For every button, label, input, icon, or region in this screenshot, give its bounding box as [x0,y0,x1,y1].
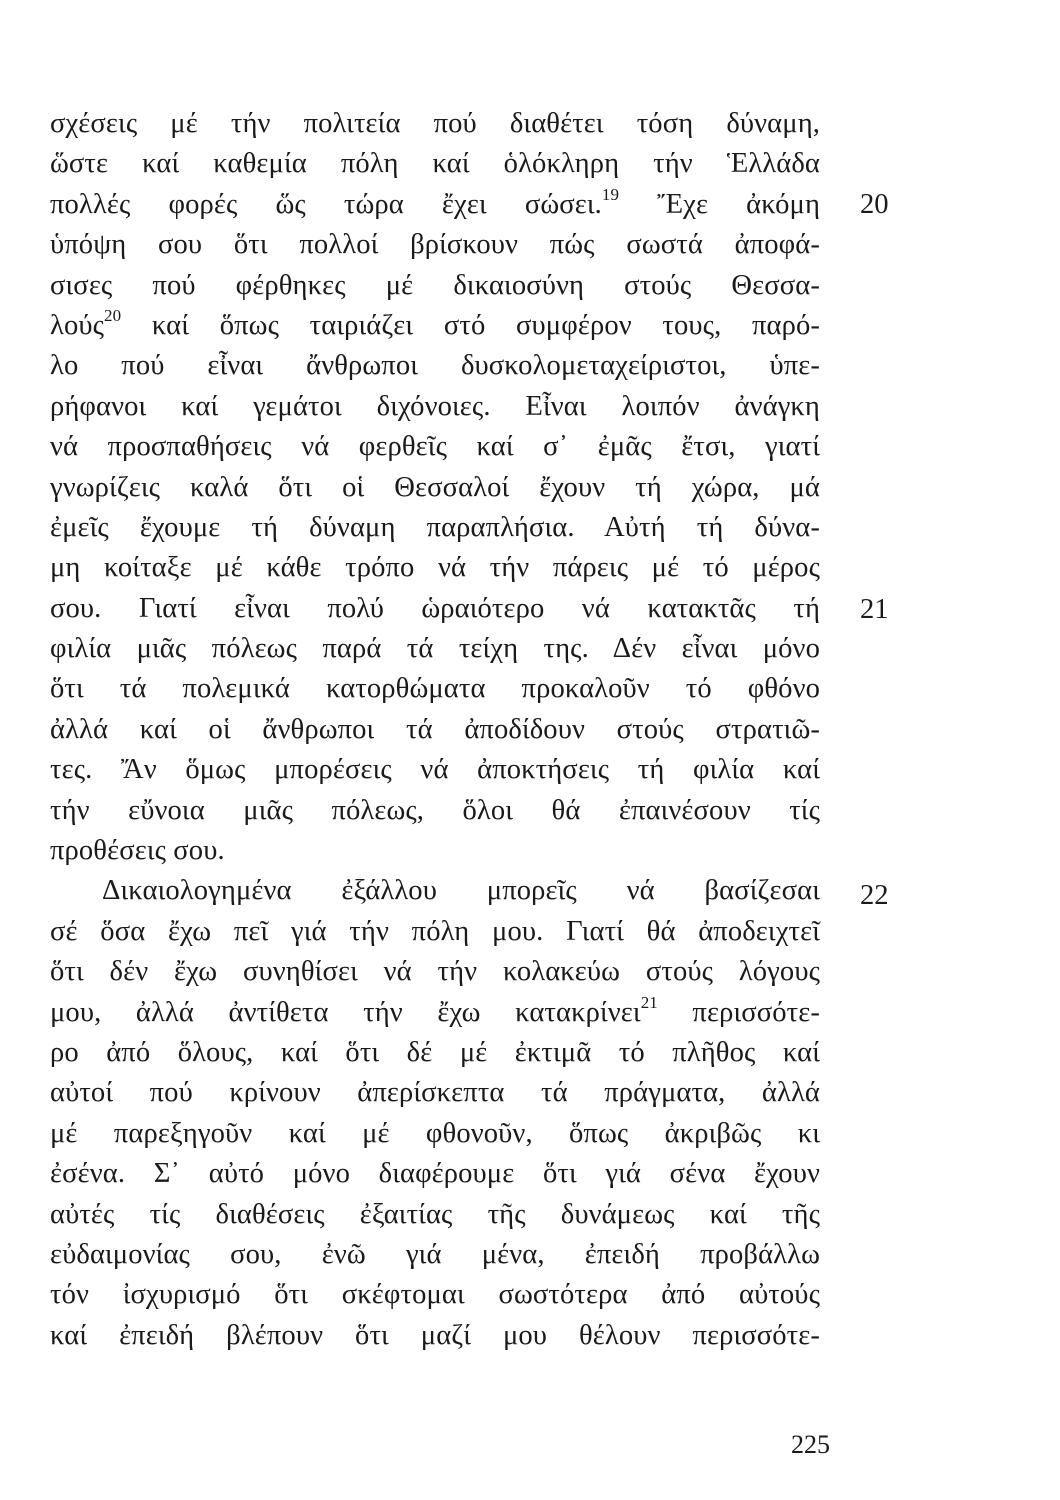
footnote-marker-20: 20 [104,306,122,326]
margin-section-number-21: 21 [860,594,889,625]
text-line-30: τόν ἰσχυρισμό ὅτι σκέφτομαι σωστότερα ἀπό αὐτούς [50,1279,820,1311]
text-line-7: λο πού εἶναι ἄνθρωποι δυσκολομεταχείριστοι, ὑπε- [50,350,820,382]
text-line-10: γνωρίζεις καλά ὅτι οἱ Θεσσαλοί ἔχουν τή χώρα, μά [50,471,820,503]
text-line-9: νά προσπαθήσεις νά φερθεῖς καί σ᾿ ἐμᾶς ἔτσι, γιατί [50,431,820,463]
text-line-26: μέ παρεξηγοῦν καί μέ φθονοῦν, ὅπως ἀκριβῶς κι [50,1117,820,1149]
text-line-2: ὥστε καί καθεμία πόλη καί ὁλόκληρη τήν Ἑλλάδα [50,148,820,180]
text-line-29: εὐδαιμονίας σου, ἐνῶ γιά μένα, ἐπειδή προβάλλω [50,1238,820,1270]
text-line-5: σισες πού φέρθηκες μέ δικαιοσύνη στούς Θεσσα- [50,269,820,301]
text-line-13: σου. Γιατί εἶναι πολύ ὡραιότερο νά κατακτᾶς τή [50,592,820,624]
text-line-8: ρήφανοι καί γεμάτοι διχόνοιες. Εἶναι λοιπόν ἀνάγκη [50,390,820,422]
text-line-28: αὐτές τίς διαθέσεις ἐξαιτίας τῆς δυνάμεως καί τῆς [50,1198,820,1230]
text-line-25: αὐτοί πού κρίνουν ἀπερίσκεπτα τά πράγματα, ἀλλά [50,1077,820,1109]
text-line-12: μη κοίταξε μέ κάθε τρόπο νά τήν πάρεις μέ τό μέρος [50,552,820,584]
text-line-21: σέ ὅσα ἔχω πεῖ γιά τήν πόλη μου. Γιατί θά ἀποδειχτεῖ [50,915,820,947]
text-line-17: τες. Ἄν ὅμως μπορέσεις νά ἀποκτήσεις τή φιλία καί [50,754,820,786]
page-number: 225 [791,1430,830,1459]
footnote-marker-21: 21 [640,993,658,1013]
margin-section-number-20: 20 [860,189,889,220]
body-text [50,104,820,1356]
text-line-14: φιλία μιᾶς πόλεως παρά τά τείχη της. Δέν εἶναι μόνο [50,633,820,665]
text-line-23: μου, ἀλλά ἀντίθετα τήν ἔχω κατακρίνει$^{21}$ περισσότε- [50,993,820,1028]
footnote-marker-19: 19 [601,185,620,205]
text-line-6: λούς$^{20}$ καί ὅπως ταιριάζει στό συμφέρον τους, παρό- [50,306,820,341]
text-line-15: ὅτι τά πολεμικά κατορθώματα προκαλοῦν τό φθόνο [50,673,820,705]
text-line-19: προθέσεις σου. [50,835,225,867]
margin-section-number-22: 22 [860,880,889,911]
text-line-18: τήν εὔνοια μιᾶς πόλεως, ὅλοι θά ἐπαινέσουν τίς [50,794,820,826]
text-line-3: πολλές φορές ὥς τώρα ἔχει σώσει.$^{19}$ Ἔχε ἀκόμη [50,185,820,220]
text-line-27: ἐσένα. Σ᾿ αὐτό μόνο διαφέρουμε ὅτι γιά σένα ἔχουν [50,1158,820,1190]
text-line-16: ἀλλά καί οἱ ἄνθρωποι τά ἀποδίδουν στούς στρατιῶ- [50,713,820,745]
text-line-20: Δικαιολογημένα ἐξάλλου μπορεῖς νά βασίζεσαι [102,875,820,907]
text-line-1: σχέσεις μέ τήν πολιτεία πού διαθέτει τόση δύναμη, [50,108,820,139]
text-line-31: καί ἐπειδή βλέπουν ὅτι μαζί μου θέλουν περισσότε- [50,1319,820,1351]
text-line-22: ὅτι δέν ἔχω συνηθίσει νά τήν κολακεύω στούς λόγους [50,956,820,988]
text-line-4: ὑπόψη σου ὅτι πολλοί βρίσκουν πώς σωστά ἀποφά- [50,229,820,261]
text-line-24: ρο ἀπό ὅλους, καί ὅτι δέ μέ ἐκτιμᾶ τό πλῆθος καί [50,1036,820,1068]
text-line-11: ἐμεῖς ἔχουμε τή δύναμη παραπλήσια. Αὐτή τή δύνα- [50,511,820,543]
